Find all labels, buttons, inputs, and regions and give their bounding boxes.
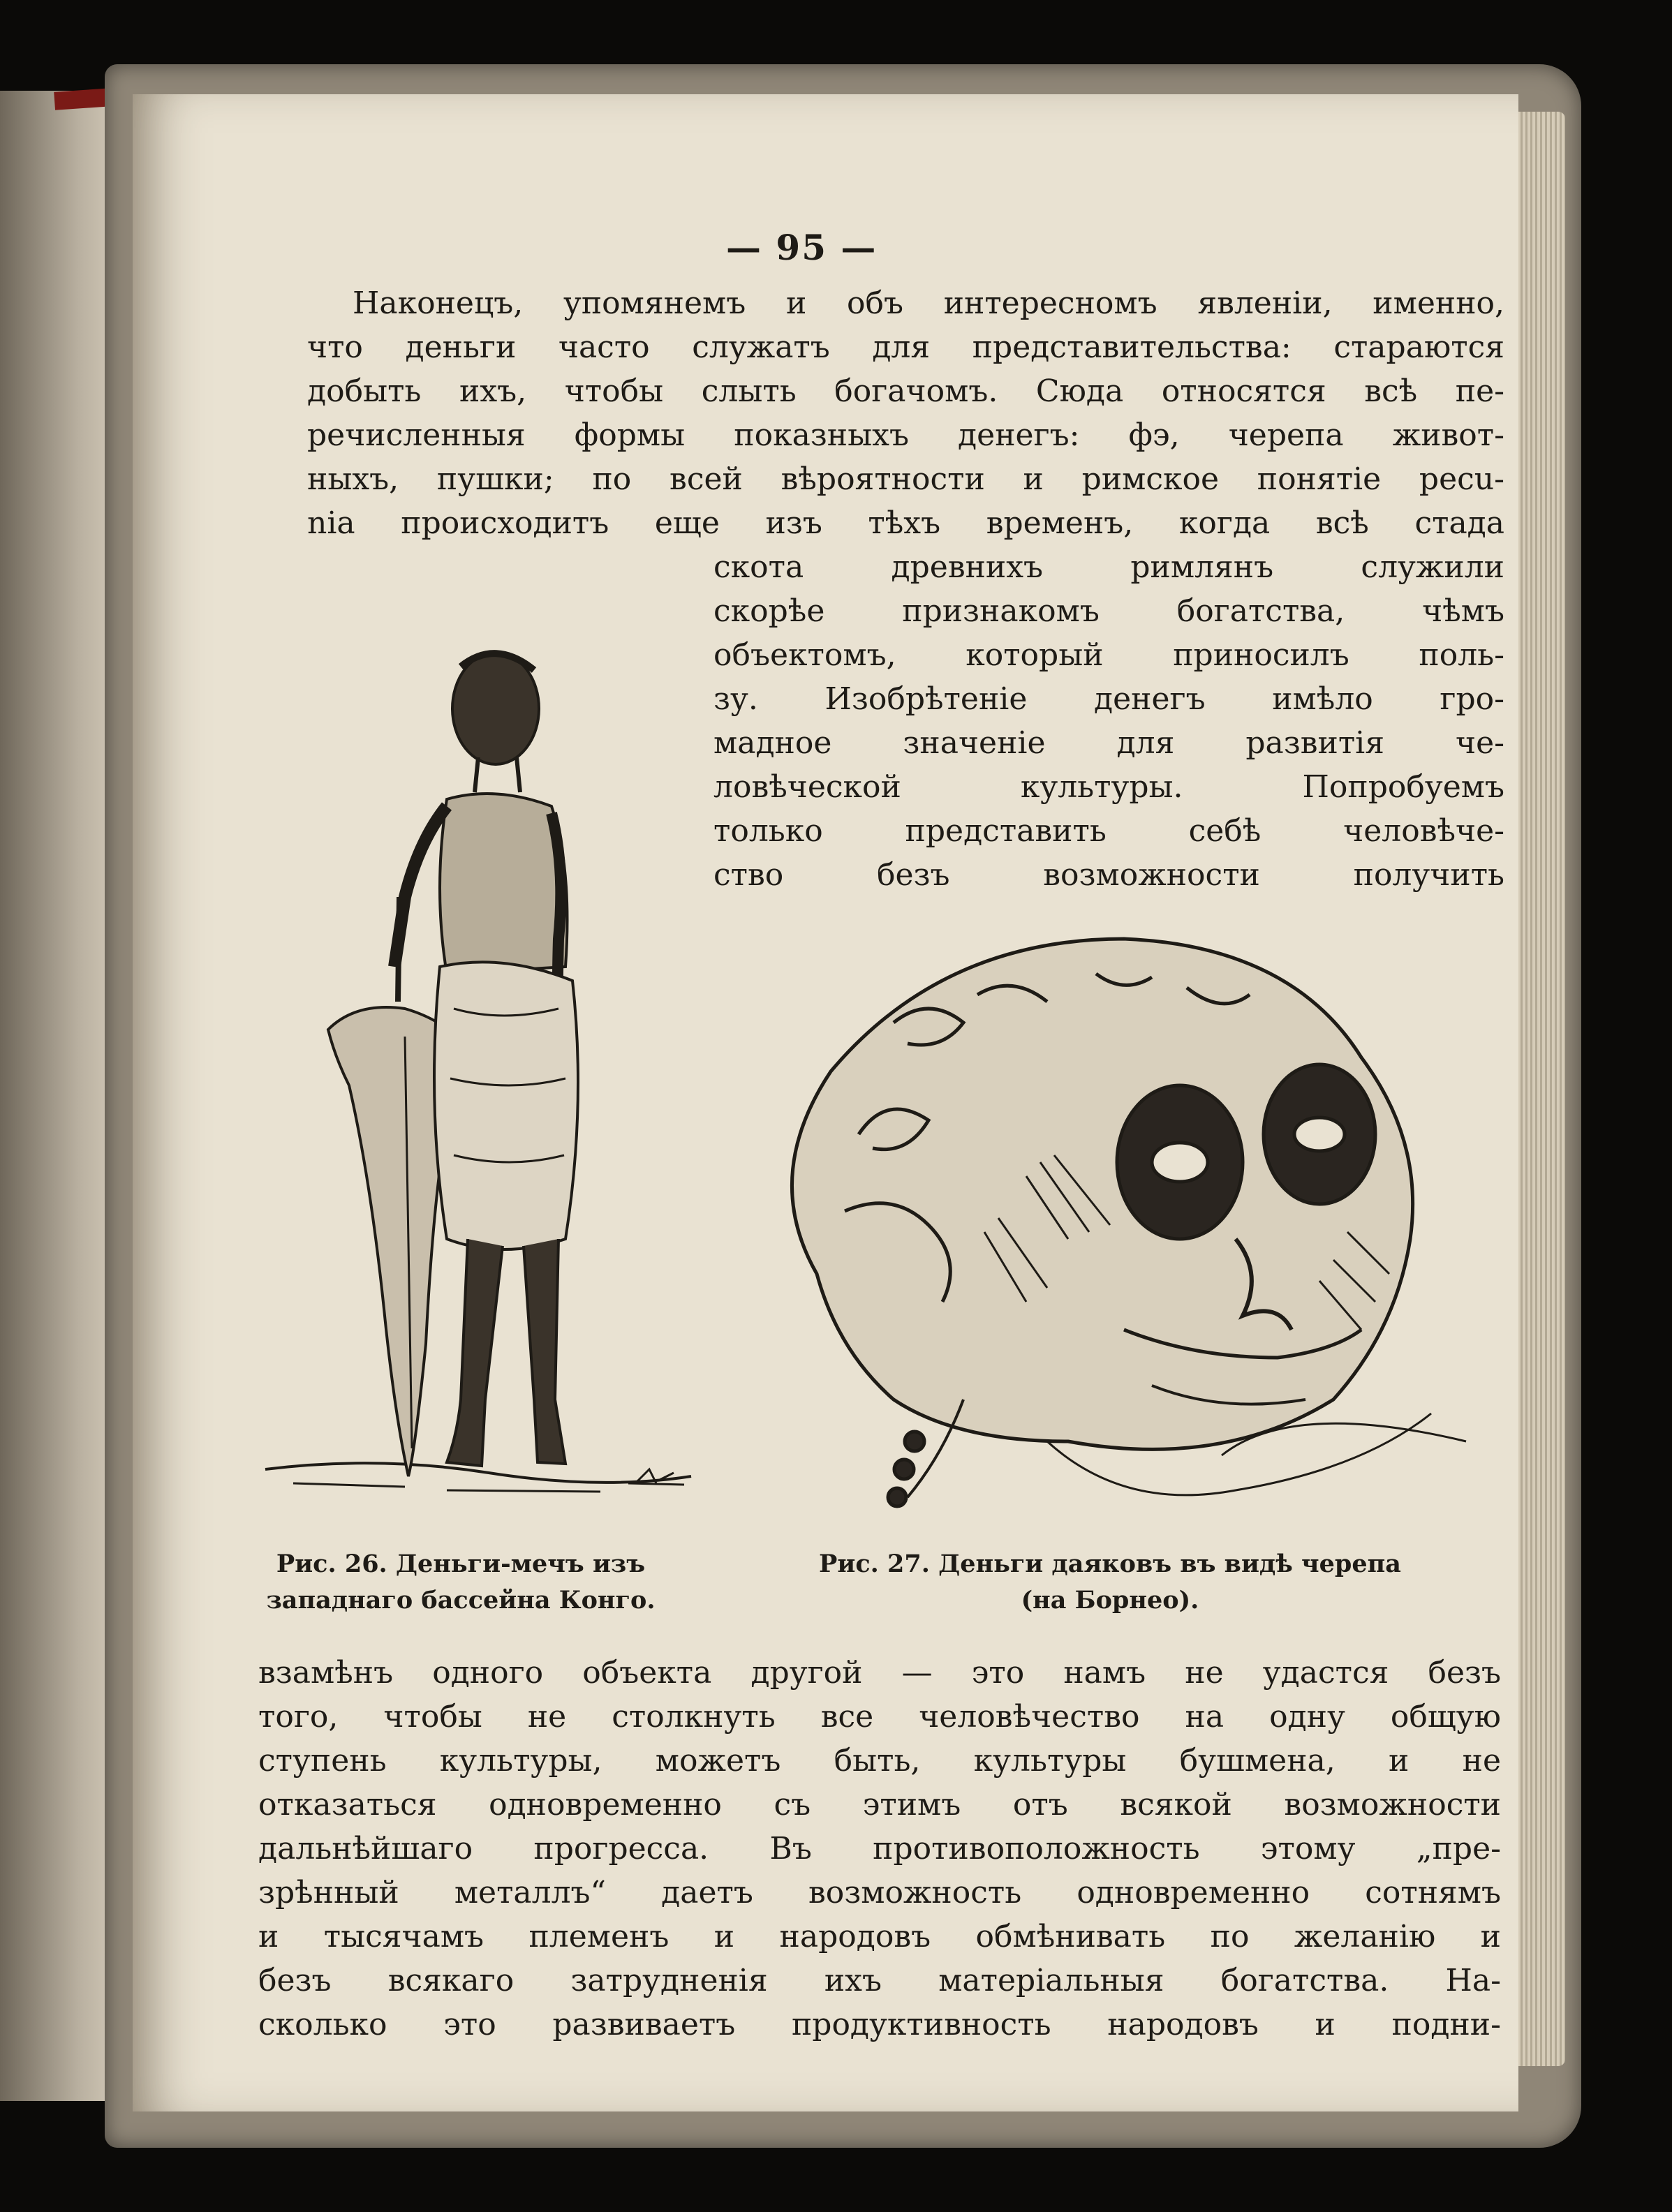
- text-line: зрѣнный металлъ“ даетъ возможность одновременно сотнямъ: [258, 1875, 1501, 1910]
- figure-27-caption: [747, 1546, 1473, 1619]
- caption-line: (на Борнео).: [1021, 1586, 1199, 1615]
- paragraph-bottom: [258, 1651, 1501, 2047]
- text-line: скота древнихъ римлянъ служили: [713, 549, 1504, 585]
- text-line: и тысячамъ племенъ и народовъ обмѣнивать по желанiю и: [258, 1919, 1501, 1954]
- text-line: безъ всякаго затрудненiя ихъ матерiальныя богатства. На-: [258, 1963, 1501, 1998]
- text-line: зу. Изобрѣтенiе денегъ имѣло гро-: [713, 681, 1504, 717]
- text-line: взамѣнъ одного объекта другой — это намъ не удастся безъ: [258, 1655, 1501, 1691]
- figure-26-caption: [265, 1546, 656, 1619]
- text-line: Наконецъ, упомянемъ и объ интересномъ явленiи, именно,: [353, 285, 1504, 321]
- text-line: объектомъ, который приносилъ поль-: [713, 637, 1504, 673]
- text-line: nia происходитъ еще изъ тѣхъ временъ, когда всѣ стада: [307, 505, 1504, 541]
- figure-26-illustration: [237, 576, 698, 1539]
- text-line: что деньги часто служатъ для представительства: стараются: [307, 329, 1504, 365]
- book-page: [133, 94, 1518, 2111]
- paragraph-side: [713, 545, 1504, 897]
- caption-line: Рис. 26. Деньги-мечъ изъ: [276, 1550, 646, 1578]
- text-line: мадное значенiе для развитiя че-: [713, 725, 1504, 761]
- caption-line: западнаго бассейна Конго.: [266, 1586, 656, 1615]
- text-line: ство безъ возможности получить: [713, 857, 1504, 893]
- text-line: скорѣе признакомъ богатства, чѣмъ: [713, 593, 1504, 629]
- figure-27-illustration: [733, 911, 1515, 1525]
- paragraph-top: [307, 281, 1504, 545]
- page-number: — 95 —: [726, 227, 878, 268]
- caption-line: Рис. 27. Деньги даяковъ въ видѣ черепа: [819, 1550, 1401, 1578]
- text-line: того, чтобы не столкнуть все человѣчество на одну общую: [258, 1699, 1501, 1735]
- text-line: сколько это развиваетъ продуктивность народовъ и подни-: [258, 2007, 1501, 2042]
- text-line: дальнѣйшаго прогресса. Въ противоположность этому „пре-: [258, 1831, 1501, 1866]
- text-line: отказаться одновременно съ этимъ отъ всякой возможности: [258, 1787, 1501, 1823]
- text-line: ступень культуры, можетъ быть, культуры бушмена, и не: [258, 1743, 1501, 1779]
- text-line: только представить себѣ человѣче-: [713, 813, 1504, 849]
- text-line: ловѣческой культуры. Попробуемъ: [713, 769, 1504, 805]
- text-line: ныхъ, пушки; по всей вѣроятности и римское понятiе pecu-: [307, 461, 1504, 497]
- text-line: речисленныя формы показныхъ денегъ: фэ, черепа живот-: [307, 417, 1504, 453]
- text-line: добыть ихъ, чтобы слыть богачомъ. Сюда относятся всѣ пе-: [307, 373, 1504, 409]
